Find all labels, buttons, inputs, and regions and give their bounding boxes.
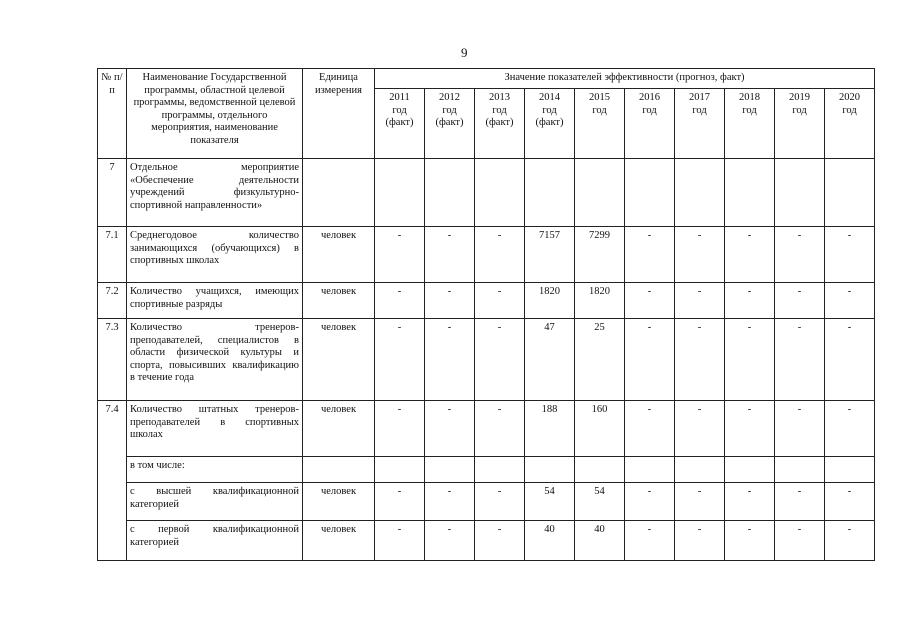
row-value bbox=[375, 159, 425, 227]
header-year-2014 bbox=[525, 89, 575, 159]
row-value: - bbox=[675, 401, 725, 457]
row-value: - bbox=[625, 521, 675, 561]
row-value bbox=[675, 457, 725, 483]
row-value: - bbox=[375, 483, 425, 521]
row-value: 47 bbox=[525, 319, 575, 401]
header-year-line: 2016 bbox=[639, 92, 660, 103]
row-value: - bbox=[475, 283, 525, 319]
row-name: в том числе: bbox=[127, 457, 303, 483]
row-value: - bbox=[425, 401, 475, 457]
header-year-line: год bbox=[842, 104, 857, 116]
header-year-line: 2014 bbox=[539, 92, 560, 103]
row-value: - bbox=[475, 319, 525, 401]
row-value: - bbox=[725, 483, 775, 521]
row-value: - bbox=[675, 283, 725, 319]
header-year-2018 bbox=[725, 89, 775, 159]
row-value: - bbox=[675, 521, 725, 561]
row-name: с первой квалификационной категорией bbox=[127, 521, 303, 561]
header-year-line: (факт) bbox=[485, 117, 514, 128]
row-value bbox=[775, 159, 825, 227]
performance-indicators-table bbox=[97, 68, 875, 561]
table-row bbox=[98, 483, 875, 521]
header-year-line: год bbox=[442, 104, 457, 116]
header-year-line: 2018 bbox=[739, 92, 760, 103]
header-year-line: (факт) bbox=[435, 117, 464, 128]
header-values: Значение показателей эффективности (прогноз, факт) bbox=[375, 69, 875, 89]
row-value: - bbox=[625, 483, 675, 521]
table-row bbox=[98, 283, 875, 319]
header-year-line: (факт) bbox=[385, 117, 414, 128]
row-value: - bbox=[425, 283, 475, 319]
row-value: 1820 bbox=[525, 283, 575, 319]
row-value bbox=[825, 457, 875, 483]
header-year-line: год bbox=[492, 104, 507, 116]
table-row bbox=[98, 457, 875, 483]
row-unit: человек bbox=[303, 283, 375, 319]
page-number: 9 bbox=[461, 45, 468, 60]
row-value bbox=[625, 457, 675, 483]
table-row bbox=[98, 159, 875, 227]
header-year-2015 bbox=[575, 89, 625, 159]
row-unit: человек bbox=[303, 227, 375, 283]
row-name: с высшей квалификационной категорией bbox=[127, 483, 303, 521]
row-value: - bbox=[625, 319, 675, 401]
header-year-line: год bbox=[392, 104, 407, 116]
row-unit bbox=[303, 159, 375, 227]
row-value bbox=[575, 457, 625, 483]
row-value: - bbox=[725, 283, 775, 319]
row-value bbox=[775, 457, 825, 483]
row-value: 7157 bbox=[525, 227, 575, 283]
header-year-line: год bbox=[542, 104, 557, 116]
row-value: - bbox=[725, 319, 775, 401]
row-number: 7.4 bbox=[98, 401, 127, 561]
header-year-line: 2013 bbox=[489, 92, 510, 103]
row-value: - bbox=[475, 521, 525, 561]
row-value bbox=[625, 159, 675, 227]
row-name: Количество штатных тренеров-преподавателей в спортивных школах bbox=[127, 401, 303, 457]
row-value: - bbox=[475, 483, 525, 521]
row-value: 7299 bbox=[575, 227, 625, 283]
header-year-2019 bbox=[775, 89, 825, 159]
row-value: - bbox=[625, 227, 675, 283]
row-value: - bbox=[775, 483, 825, 521]
header-year-line: год bbox=[742, 104, 757, 116]
row-value: - bbox=[375, 283, 425, 319]
row-unit: человек bbox=[303, 521, 375, 561]
header-year-2013 bbox=[475, 89, 525, 159]
row-value: - bbox=[475, 227, 525, 283]
row-unit: человек bbox=[303, 401, 375, 457]
row-value: - bbox=[375, 227, 425, 283]
header-year-line: год bbox=[592, 104, 607, 116]
row-value: - bbox=[725, 227, 775, 283]
row-value: - bbox=[425, 483, 475, 521]
row-number: 7 bbox=[98, 159, 127, 227]
table-row bbox=[98, 521, 875, 561]
row-value: 40 bbox=[575, 521, 625, 561]
row-value: - bbox=[825, 283, 875, 319]
row-unit: человек bbox=[303, 319, 375, 401]
header-unit: Единица измерения bbox=[303, 69, 375, 159]
row-value bbox=[575, 159, 625, 227]
row-value bbox=[425, 457, 475, 483]
row-value bbox=[525, 457, 575, 483]
row-value: - bbox=[675, 483, 725, 521]
row-value: 1820 bbox=[575, 283, 625, 319]
row-value: - bbox=[375, 521, 425, 561]
row-value bbox=[725, 159, 775, 227]
header-year-line: 2017 bbox=[689, 92, 710, 103]
header-year-line: 2019 bbox=[789, 92, 810, 103]
row-number: 7.1 bbox=[98, 227, 127, 283]
row-value: - bbox=[775, 227, 825, 283]
header-year-line: 2015 bbox=[589, 92, 610, 103]
header-name: Наименование Государственной программы, областной целевой программы, ведомственной целевой программы, отдельного мероприятия, наименование показателя bbox=[127, 69, 303, 159]
row-name: Количество тренеров-преподавателей, специалистов в области физической культуры и спорта, повысивших квалификацию в течение года bbox=[127, 319, 303, 401]
row-value: 54 bbox=[575, 483, 625, 521]
row-value bbox=[475, 159, 525, 227]
row-value: - bbox=[775, 283, 825, 319]
row-value: - bbox=[675, 227, 725, 283]
row-value: - bbox=[675, 319, 725, 401]
row-value: 188 bbox=[525, 401, 575, 457]
row-number: 7.2 bbox=[98, 283, 127, 319]
row-name: Среднегодовое количество занимающихся (обучающихся) в спортивных школах bbox=[127, 227, 303, 283]
row-value: - bbox=[425, 319, 475, 401]
row-value bbox=[725, 457, 775, 483]
row-value: - bbox=[825, 227, 875, 283]
row-value: - bbox=[625, 283, 675, 319]
row-value bbox=[475, 457, 525, 483]
row-value bbox=[825, 159, 875, 227]
header-year-line: 2012 bbox=[439, 92, 460, 103]
header-no: № п/п bbox=[98, 69, 127, 159]
row-value: - bbox=[425, 227, 475, 283]
row-value: - bbox=[775, 521, 825, 561]
row-value bbox=[425, 159, 475, 227]
table-row bbox=[98, 227, 875, 283]
row-unit: человек bbox=[303, 483, 375, 521]
row-value: - bbox=[375, 319, 425, 401]
row-value: 40 bbox=[525, 521, 575, 561]
row-value: - bbox=[375, 401, 425, 457]
row-value bbox=[375, 457, 425, 483]
row-value: - bbox=[725, 521, 775, 561]
header-year-line: 2020 bbox=[839, 92, 860, 103]
header-year-line: год bbox=[692, 104, 707, 116]
row-unit bbox=[303, 457, 375, 483]
row-value: - bbox=[825, 319, 875, 401]
row-value: - bbox=[825, 483, 875, 521]
header-year-line: год bbox=[792, 104, 807, 116]
header-year-2020 bbox=[825, 89, 875, 159]
table-row bbox=[98, 319, 875, 401]
row-value: - bbox=[725, 401, 775, 457]
header-year-2012 bbox=[425, 89, 475, 159]
row-name: Количество учащихся, имеющих спортивные разряды bbox=[127, 283, 303, 319]
row-value: - bbox=[775, 401, 825, 457]
header-year-line: год bbox=[642, 104, 657, 116]
row-value: - bbox=[825, 521, 875, 561]
row-value: 160 bbox=[575, 401, 625, 457]
header-year-2011 bbox=[375, 89, 425, 159]
row-value: 54 bbox=[525, 483, 575, 521]
row-number: 7.3 bbox=[98, 319, 127, 401]
row-value: 25 bbox=[575, 319, 625, 401]
header-year-2016 bbox=[625, 89, 675, 159]
table-row bbox=[98, 401, 875, 457]
row-value bbox=[525, 159, 575, 227]
row-value: - bbox=[825, 401, 875, 457]
header-year-line: 2011 bbox=[389, 92, 410, 103]
header-year-line: (факт) bbox=[535, 117, 564, 128]
row-name: Отдельное мероприятие «Обеспечение деятельности учреждений физкультурно-спортивной направленности» bbox=[127, 159, 303, 227]
row-value: - bbox=[775, 319, 825, 401]
row-value bbox=[675, 159, 725, 227]
header-year-2017 bbox=[675, 89, 725, 159]
row-value: - bbox=[425, 521, 475, 561]
row-value: - bbox=[625, 401, 675, 457]
row-value: - bbox=[475, 401, 525, 457]
